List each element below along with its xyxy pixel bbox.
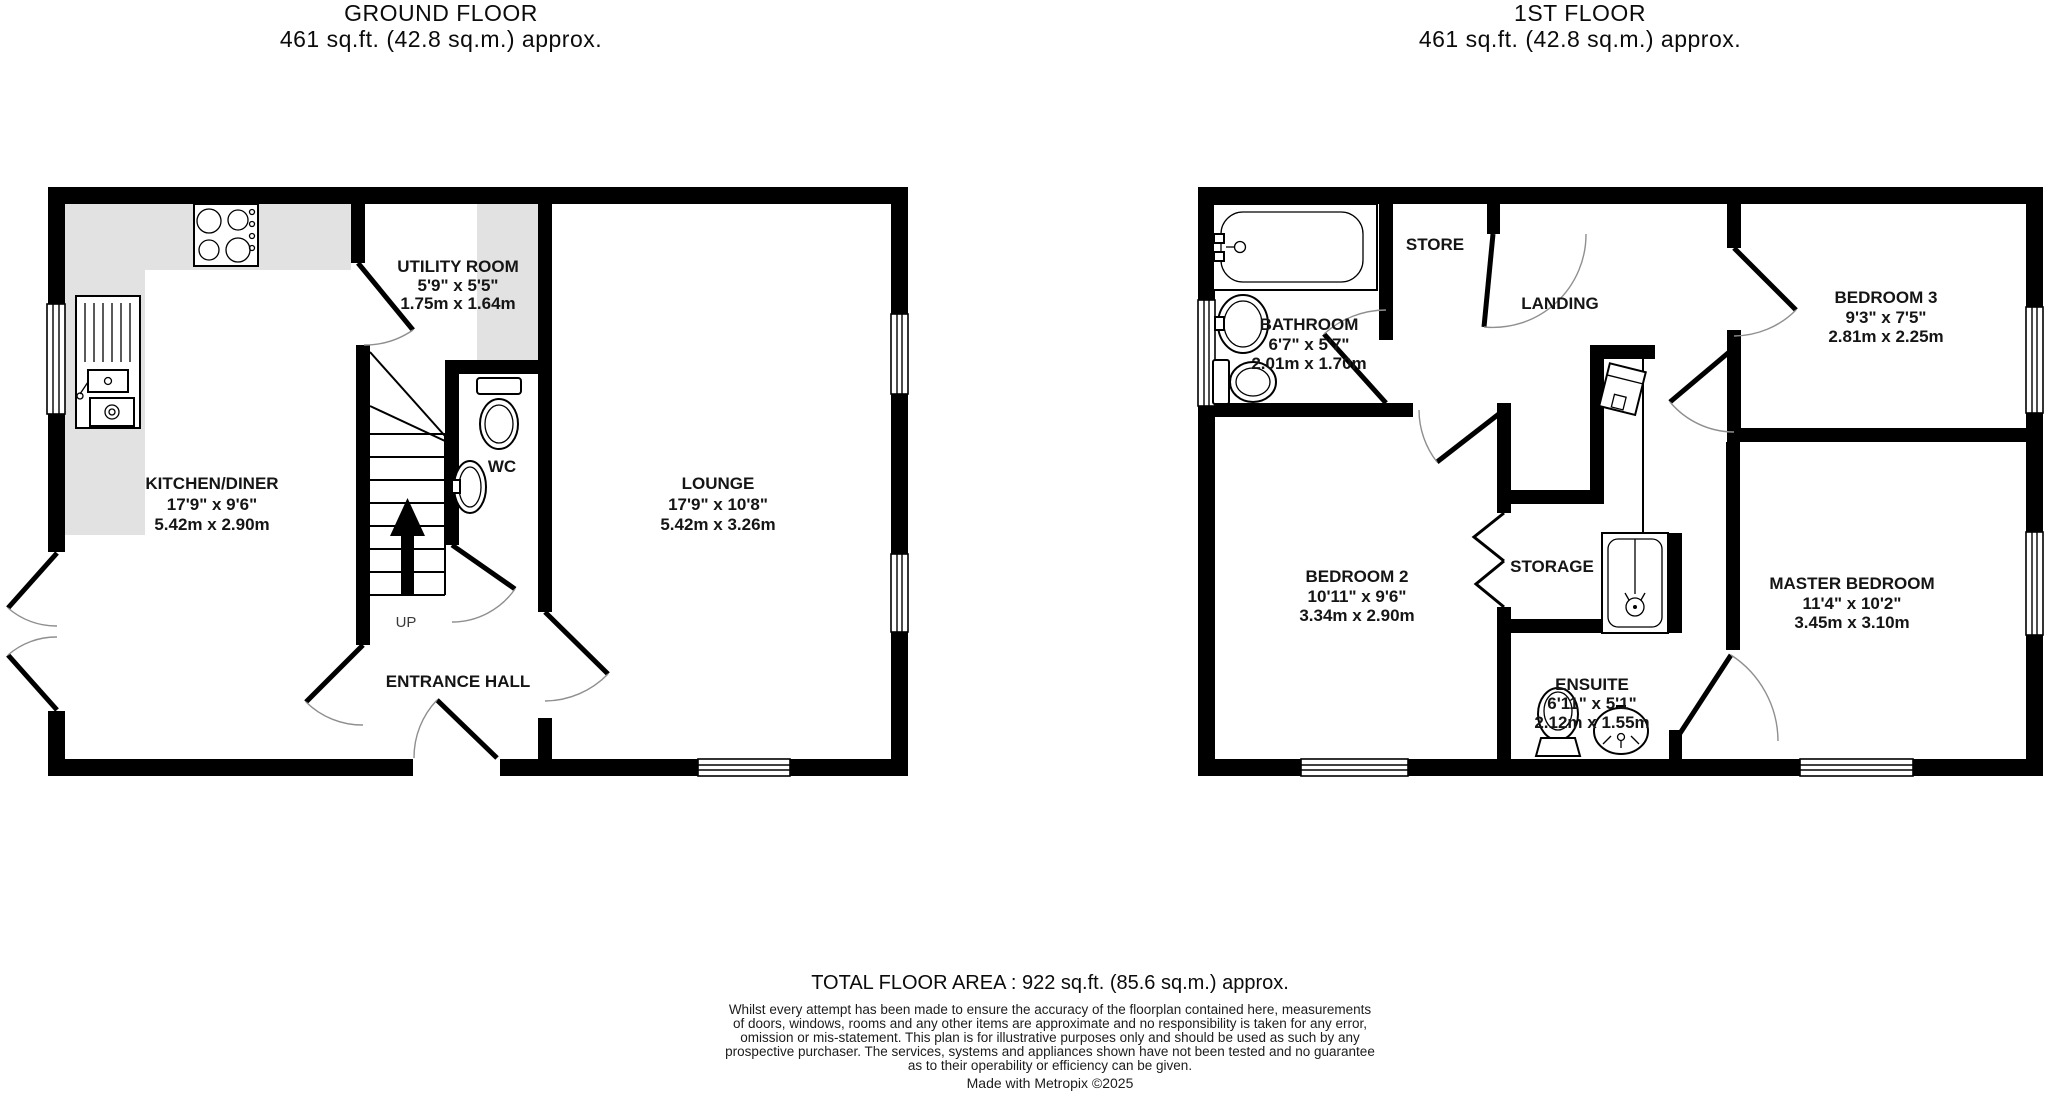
svg-text:3.45m x 3.10m: 3.45m x 3.10m [1794, 613, 1910, 632]
first-floor-area-text: 461 sq.ft. (42.8 sq.m.) approx. [1418, 26, 1742, 52]
first-floor-plan [1198, 187, 2043, 776]
disclaimer-line: of doors, windows, rooms and any other items are approximate and no responsibility is taken for any error, [732, 1016, 1368, 1031]
disclaimer-line: as to their operability or efficiency can be given. [907, 1058, 1193, 1073]
bedroom3-door [1734, 248, 1796, 336]
svg-text:17'9" x 10'8": 17'9" x 10'8" [668, 495, 768, 514]
room-label-entrance-hall: ENTRANCE HALL [385, 672, 531, 691]
svg-text:LOUNGE: LOUNGE [681, 474, 755, 493]
front-door [414, 700, 497, 758]
lounge-window-upper [891, 314, 908, 394]
store-door [1484, 234, 1586, 327]
kitchen-sink-icon [76, 296, 140, 428]
room-label-landing: LANDING [1521, 294, 1599, 313]
bedroom2-window [1301, 759, 1408, 776]
room-label-bedroom3 [1828, 288, 1943, 346]
stairs-up-label: UP [395, 614, 417, 631]
svg-text:KITCHEN/DINER: KITCHEN/DINER [145, 474, 279, 493]
master-bedroom-door [1670, 348, 1734, 432]
svg-text:BATHROOM: BATHROOM [1259, 315, 1359, 334]
master-window-bottom [1800, 759, 1913, 776]
room-label-kitchen-diner [145, 474, 278, 534]
master-window-side [2026, 532, 2043, 635]
first-floor-title-text: 1ST FLOOR [1514, 0, 1646, 26]
up-arrow-icon [390, 498, 425, 595]
bath-icon [1213, 204, 1377, 290]
room-label-bedroom2 [1299, 567, 1414, 625]
room-label-store: STORE [1405, 235, 1465, 254]
svg-text:5.42m x 3.26m: 5.42m x 3.26m [660, 515, 776, 534]
svg-text:10'11" x 9'6": 10'11" x 9'6" [1307, 587, 1407, 606]
kitchen-window [47, 304, 65, 414]
wc-door [452, 545, 515, 622]
room-label-lounge [660, 474, 775, 534]
staircase [370, 352, 445, 595]
metropix-credit: Made with Metropix ©2025 [966, 1075, 1134, 1091]
svg-text:9'3" x 7'5": 9'3" x 7'5" [1845, 308, 1927, 327]
svg-text:MASTER BEDROOM: MASTER BEDROOM [1769, 574, 1935, 593]
svg-text:BEDROOM 2: BEDROOM 2 [1305, 567, 1409, 586]
svg-text:BEDROOM 3: BEDROOM 3 [1834, 288, 1938, 307]
room-label-ensuite [1534, 675, 1649, 732]
svg-text:6'11" x 5'1": 6'11" x 5'1" [1547, 694, 1637, 713]
room-label-master-bedroom [1769, 574, 1934, 632]
wc-toilet-icon [477, 378, 521, 449]
svg-text:11'4" x 10'2": 11'4" x 10'2" [1802, 594, 1902, 613]
svg-text:3.34m x 2.90m: 3.34m x 2.90m [1299, 606, 1415, 625]
hob-icon [194, 204, 258, 266]
lounge-window-bottom [698, 759, 790, 776]
lounge-window-lower [891, 554, 908, 632]
room-label-wc: WC [487, 457, 517, 476]
lounge-door [545, 612, 608, 701]
svg-text:5.42m x 2.90m: 5.42m x 2.90m [154, 515, 270, 534]
kitchen-door [306, 645, 363, 725]
disclaimer-line: prospective purchaser. The services, systems and appliances shown have not been tested and no guarantee [725, 1044, 1375, 1059]
svg-text:UTILITY ROOM: UTILITY ROOM [397, 257, 519, 276]
ground-floor-plan [8, 187, 908, 777]
svg-text:2.12m x 1.55m: 2.12m x 1.55m [1534, 713, 1650, 732]
room-label-bathroom [1251, 315, 1366, 373]
patio-door-opening [46, 552, 67, 711]
bedroom3-window [2026, 307, 2043, 413]
total-floor-area: TOTAL FLOOR AREA : 922 sq.ft. (85.6 sq.m.) approx. [811, 972, 1289, 994]
disclaimer [450, 1003, 1650, 1073]
room-label-storage: STORAGE [1510, 557, 1594, 576]
shower-icon [1602, 533, 1668, 633]
svg-text:2.81m x 2.25m: 2.81m x 2.25m [1828, 327, 1944, 346]
front-door-opening [413, 758, 500, 777]
bedroom2-door [1419, 410, 1504, 462]
ensuite-door [1675, 655, 1778, 741]
boiler-icon [1599, 363, 1646, 415]
ground-windows [47, 304, 908, 776]
ground-floor-title-text: GROUND FLOOR [344, 0, 538, 26]
disclaimer-line: Whilst every attempt has been made to ensure the accuracy of the floorplan contained here, measurements [728, 1002, 1372, 1017]
svg-text:1.75m x 1.64m: 1.75m x 1.64m [400, 294, 516, 313]
ground-floor-area-text: 461 sq.ft. (42.8 sq.m.) approx. [279, 26, 603, 52]
svg-text:6'7" x 5'7": 6'7" x 5'7" [1268, 335, 1350, 354]
svg-text:5'9" x 5'5": 5'9" x 5'5" [417, 276, 499, 295]
svg-text:ENSUITE: ENSUITE [1555, 675, 1629, 694]
svg-text:2.01m x 1.70m: 2.01m x 1.70m [1251, 354, 1367, 373]
svg-text:17'9" x 9'6": 17'9" x 9'6" [166, 495, 258, 514]
disclaimer-line: omission or mis-statement. This plan is for illustrative purposes only and should be used as such by any [740, 1030, 1360, 1045]
storage-bifold-doors [1474, 513, 1504, 607]
